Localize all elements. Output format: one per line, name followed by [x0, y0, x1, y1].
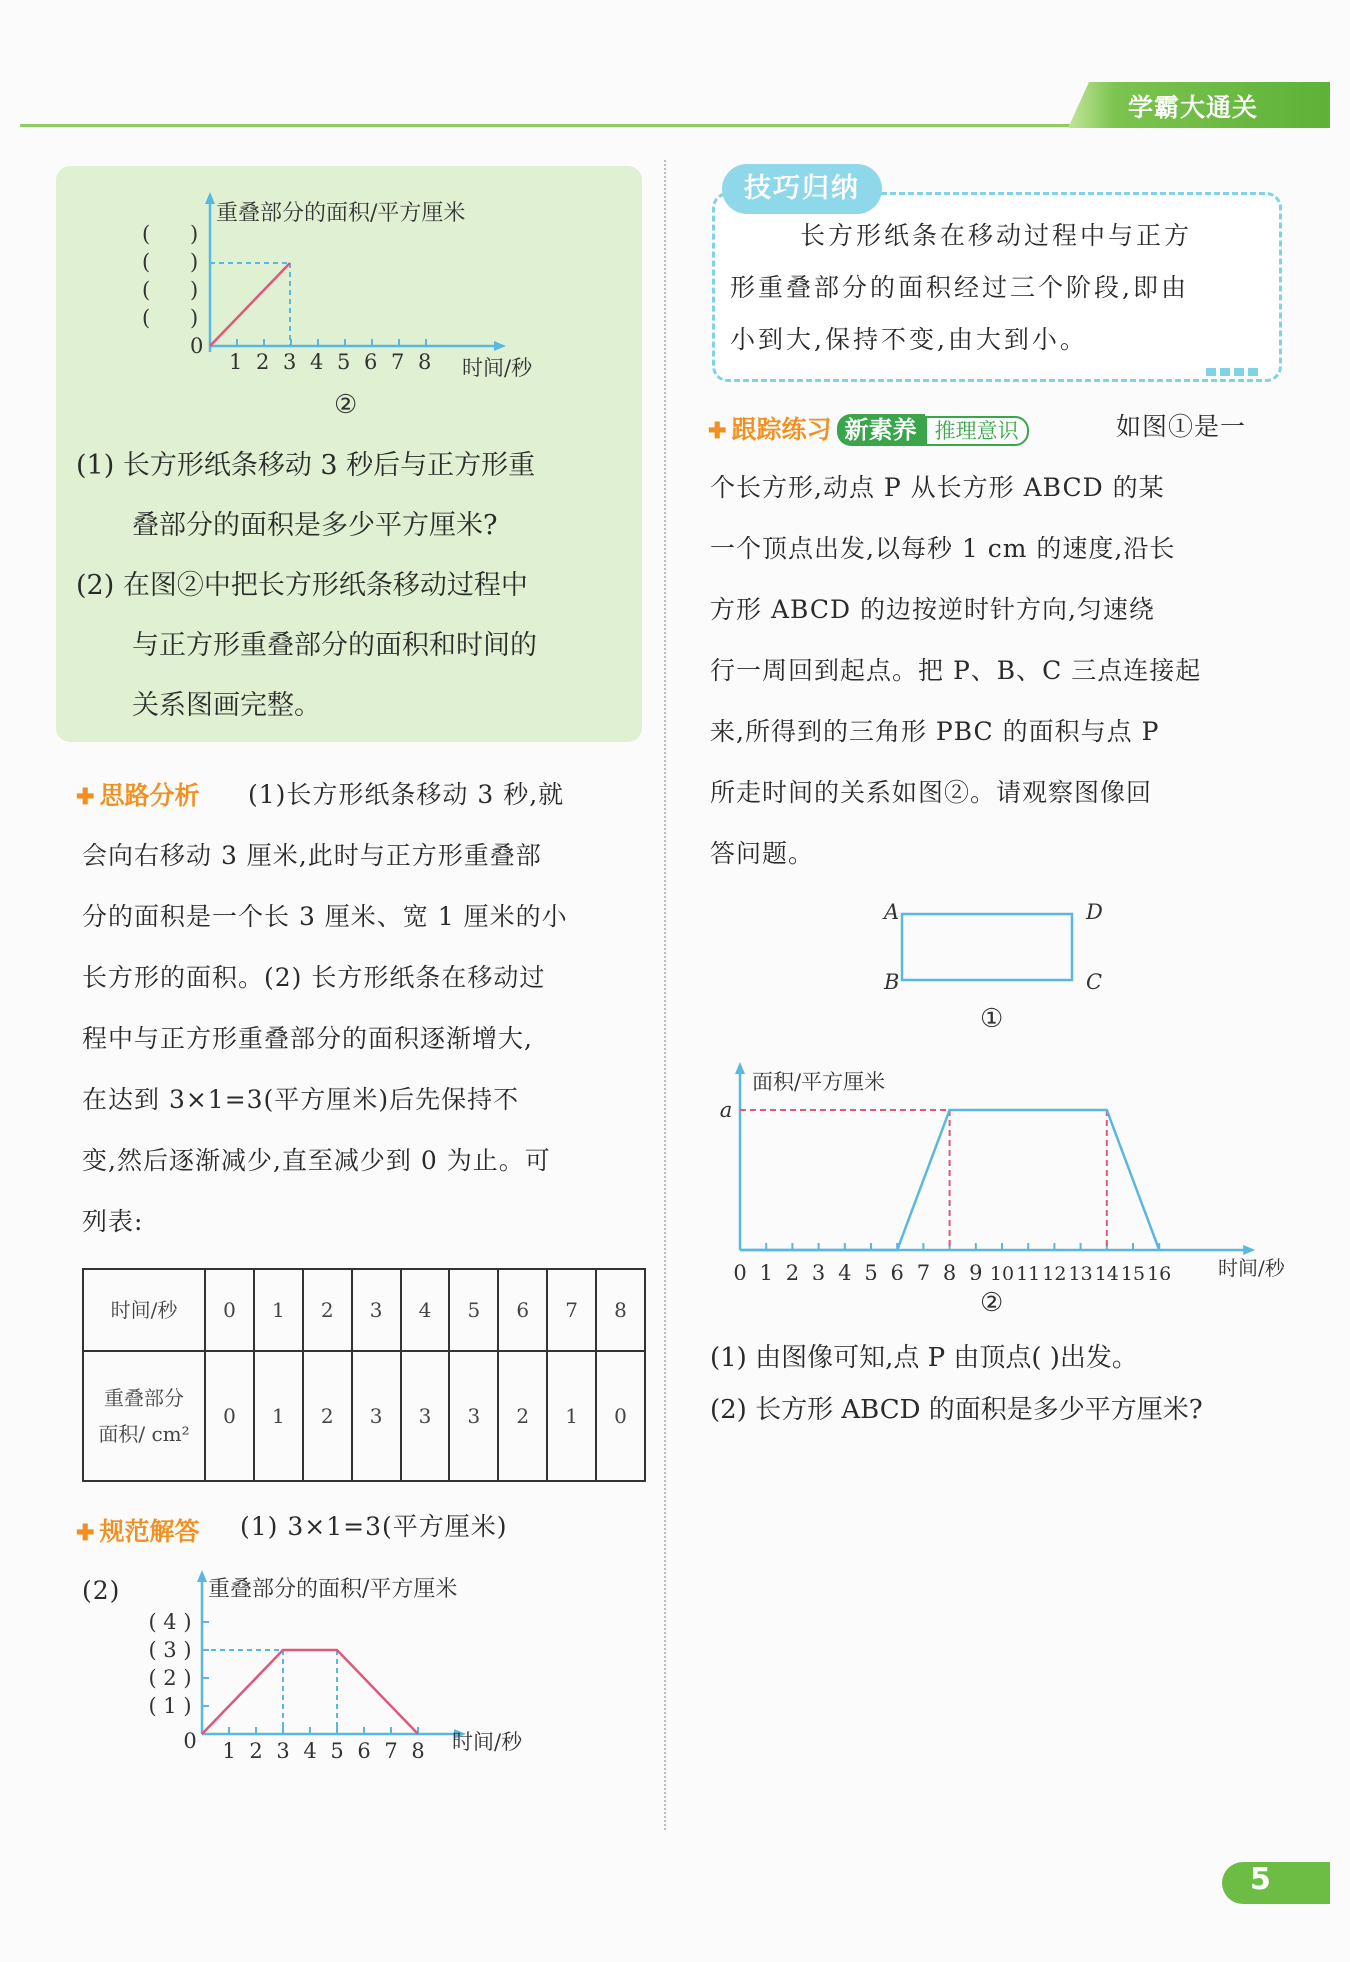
fig2-xlabel: 时间/秒 — [462, 356, 533, 380]
fig2-segment — [210, 263, 290, 346]
right-x-tick-label: 16 — [1147, 1263, 1172, 1280]
analysis-line: 在达到 3×1=3(平方厘米)后先保持不 — [82, 1085, 520, 1114]
page-number-tab — [1222, 1862, 1330, 1904]
practice-line: 来,所得到的三角形 PBC 的面积与点 P — [710, 717, 1160, 746]
right-y-arrow — [735, 1062, 745, 1074]
right-chart-caption: ② — [980, 1288, 1004, 1318]
practice-line: 答问题。 — [710, 839, 815, 868]
rectangle-abcd — [902, 914, 1072, 980]
right-x-tick-label: 15 — [1120, 1263, 1146, 1280]
analysis-line: 长方形的面积。(2) 长方形纸条在移动过 — [82, 963, 546, 992]
table-cell: 0 — [205, 1269, 254, 1351]
fig2-xtick-1: 1 — [229, 350, 243, 374]
table-row-time — [83, 1269, 645, 1351]
answer-x-tick-label: 5 — [330, 1739, 344, 1763]
tips-line: 形重叠部分的面积经过三个阶段,即由 — [730, 273, 1189, 302]
practice-title: 跟踪练习 — [731, 415, 832, 444]
answer-y-arrow — [197, 1570, 207, 1582]
table-cell: 1 — [254, 1351, 303, 1481]
table-cell: 2 — [498, 1351, 547, 1481]
fig2-xtick-4: 4 — [310, 350, 324, 374]
fig2-xtick-2: 2 — [256, 350, 270, 374]
answer-line-2-prefix: (2) — [82, 1576, 121, 1605]
answer-x-tick-label: 7 — [384, 1739, 398, 1763]
right-x-tick-label: 3 — [811, 1261, 826, 1280]
practice-question-1: (1) 由图像可知,点 P 由顶点( )出发。 — [710, 1343, 1138, 1373]
table-cell: 3 — [352, 1269, 401, 1351]
practice-question-2: (2) 长方形 ABCD 的面积是多少平方厘米? — [710, 1395, 1203, 1425]
answer-x-tick-label: 4 — [303, 1739, 317, 1763]
fig2-xtick-6: 6 — [364, 350, 378, 374]
practice-line: 如图①是一 — [1116, 412, 1247, 441]
question-2-line-3: 关系图画完整。 — [132, 690, 321, 721]
practice-line: 个长方形,动点 P 从长方形 ABCD 的某 — [710, 473, 1165, 502]
right-x-tick-label: 2 — [785, 1261, 800, 1280]
table-cell: 0 — [596, 1351, 645, 1481]
header-title: 学霸大通关 — [1128, 93, 1259, 122]
tips-line: 小到大,保持不变,由大到小。 — [730, 325, 1088, 354]
analysis-line: (1)长方形纸条移动 3 秒,就 — [248, 780, 565, 809]
right-x-tick-label: 4 — [838, 1261, 852, 1280]
answer-title: 规范解答 — [99, 1517, 200, 1546]
answer-y-tick-label: ( 1 ) — [148, 1694, 192, 1718]
table-cell: 4 — [401, 1269, 450, 1351]
answer-x-tick-label: 8 — [411, 1739, 425, 1763]
tips-badge: 技巧归纳 — [722, 164, 882, 214]
fig2-xtick-3: 3 — [283, 350, 297, 374]
table-cell: 3 — [401, 1351, 450, 1481]
analysis-line: 变,然后逐渐减少,直至减少到 0 为止。可 — [82, 1146, 551, 1175]
fig2-origin: 0 — [190, 334, 204, 358]
practice-line: 一个顶点出发,以每秒 1 cm 的速度,沿长 — [710, 534, 1176, 563]
table-cell: 5 — [449, 1269, 498, 1351]
table-cell: 1 — [254, 1269, 303, 1351]
table-cell: 3 — [352, 1351, 401, 1481]
answer-x-tick-label: 6 — [357, 1739, 371, 1763]
answer-y-tick-label: ( 2 ) — [148, 1666, 192, 1690]
point-b-label: B — [884, 970, 900, 994]
time-area-table — [82, 1268, 646, 1482]
answer-origin-label: 0 — [183, 1729, 197, 1753]
practice-line: 所走时间的关系如图②。请观察图像回 — [710, 778, 1153, 807]
right-x-tick-label: 14 — [1094, 1263, 1119, 1280]
right-x-tick-label: 6 — [890, 1261, 904, 1280]
question-1-line-2: 叠部分的面积是多少平方厘米? — [132, 510, 498, 541]
table-row-area — [83, 1351, 645, 1481]
table-cell: 1 — [547, 1351, 596, 1481]
table-cell: 2 — [303, 1269, 352, 1351]
right-chart-ylabel: 面积/平方厘米 — [752, 1070, 886, 1094]
table-head-time: 时间/秒 — [83, 1269, 205, 1351]
answer-chart-xlabel: 时间/秒 — [452, 1730, 523, 1754]
fig2-blank-open-3: ( — [142, 278, 151, 302]
table-cell: 3 — [449, 1351, 498, 1481]
answer-x-tick-label: 3 — [276, 1739, 290, 1763]
fig2-ylabel: 重叠部分的面积/平方厘米 — [216, 201, 466, 226]
right-x-tick-label: 13 — [1068, 1263, 1093, 1280]
tips-line: 长方形纸条在移动过程中与正方 — [800, 221, 1193, 250]
fig2-blank-close-4: ) — [190, 306, 199, 330]
table-cell: 0 — [205, 1351, 254, 1481]
fig2-xtick-7: 7 — [391, 350, 405, 374]
table-head-area — [83, 1351, 205, 1481]
answer-y-tick-label: ( 3 ) — [148, 1638, 192, 1662]
point-a-label: A — [884, 900, 900, 924]
point-c-label: C — [1086, 970, 1103, 994]
fig2-blank-open-1: ( — [142, 222, 151, 246]
fig2-x-axis — [210, 341, 506, 351]
table-head-area-line1: 重叠部分 — [104, 1386, 184, 1410]
fig2-xtick-5: 5 — [337, 350, 351, 374]
answer-y-tick-label: ( 4 ) — [148, 1610, 192, 1634]
right-x-tick-label: 7 — [916, 1261, 931, 1280]
question-2-line-2: 与正方形重叠部分的面积和时间的 — [132, 630, 537, 661]
fig2-blank-close-1: ) — [190, 222, 199, 246]
table-head-area-line2: 面积/ cm² — [98, 1422, 190, 1446]
practice-line: 行一周回到起点。把 P、B、C 三点连接起 — [710, 656, 1202, 685]
right-chart-xlabel: 时间/秒 — [1218, 1256, 1285, 1280]
practice-line: 方形 ABCD 的边按逆时针方向,匀速绕 — [710, 595, 1155, 624]
analysis-heading — [76, 776, 200, 812]
fig2-blank-open-2: ( — [142, 250, 151, 274]
analysis-line: 程中与正方形重叠部分的面积逐渐增大, — [82, 1024, 533, 1053]
column-divider — [664, 160, 666, 1830]
analysis-line: 会向右移动 3 厘米,此时与正方形重叠部 — [82, 841, 542, 870]
point-d-label: D — [1086, 900, 1103, 924]
practice-heading — [708, 410, 1029, 446]
table-cell: 8 — [596, 1269, 645, 1351]
fig1-caption: ① — [980, 1004, 1004, 1034]
page-number: 5 — [1250, 1862, 1271, 1897]
right-x-tick-label: 10 — [989, 1263, 1015, 1280]
right-x-tick-label: 9 — [969, 1261, 983, 1280]
answer-heading — [76, 1512, 200, 1548]
answer-x-tick-label: 2 — [249, 1739, 263, 1763]
answer-series-line — [202, 1650, 418, 1734]
fig2-blank-open-4: ( — [142, 306, 151, 330]
right-y-tick-label-a: a — [719, 1098, 733, 1122]
new-literacy-badge: 新素养 — [837, 414, 925, 446]
plus-icon: ✚ — [708, 418, 727, 444]
figure-1-rectangle — [890, 900, 1090, 990]
answer-line-1: (1) 3×1=3(平方厘米) — [240, 1512, 508, 1541]
analysis-line: 列表: — [82, 1207, 144, 1236]
fig2-y-axis — [205, 192, 215, 352]
answer-chart-ylabel: 重叠部分的面积/平方厘米 — [208, 1577, 458, 1602]
plus-icon: ✚ — [76, 784, 95, 810]
right-x-tick-label: 1 — [759, 1261, 773, 1280]
right-x-tick-label: 12 — [1042, 1263, 1067, 1280]
right-x-tick-label: 8 — [942, 1261, 957, 1280]
analysis-title: 思路分析 — [99, 781, 200, 810]
table-cell: 2 — [303, 1351, 352, 1481]
tips-stripe — [1206, 368, 1262, 376]
answer-x-tick-label: 1 — [222, 1739, 236, 1763]
analysis-line: 分的面积是一个长 3 厘米、宽 1 厘米的小 — [82, 902, 568, 931]
plus-icon: ✚ — [76, 1520, 95, 1546]
right-x-tick-label: 5 — [864, 1261, 878, 1280]
fig2-xtick-8: 8 — [418, 350, 432, 374]
question-2-line-1: (2) 在图②中把长方形纸条移动过程中 — [76, 570, 528, 601]
reasoning-badge: 推理意识 — [925, 416, 1029, 446]
right-x-tick-label: 11 — [1016, 1263, 1041, 1280]
table-cell: 7 — [547, 1269, 596, 1351]
fig2-blank-close-2: ) — [190, 250, 199, 274]
right-x-tick-label: 0 — [733, 1261, 747, 1280]
question-1-line-1: (1) 长方形纸条移动 3 秒后与正方形重 — [76, 450, 536, 481]
fig2-blank-close-3: ) — [190, 278, 199, 302]
fig2-caption: ② — [334, 390, 358, 420]
table-cell: 6 — [498, 1269, 547, 1351]
